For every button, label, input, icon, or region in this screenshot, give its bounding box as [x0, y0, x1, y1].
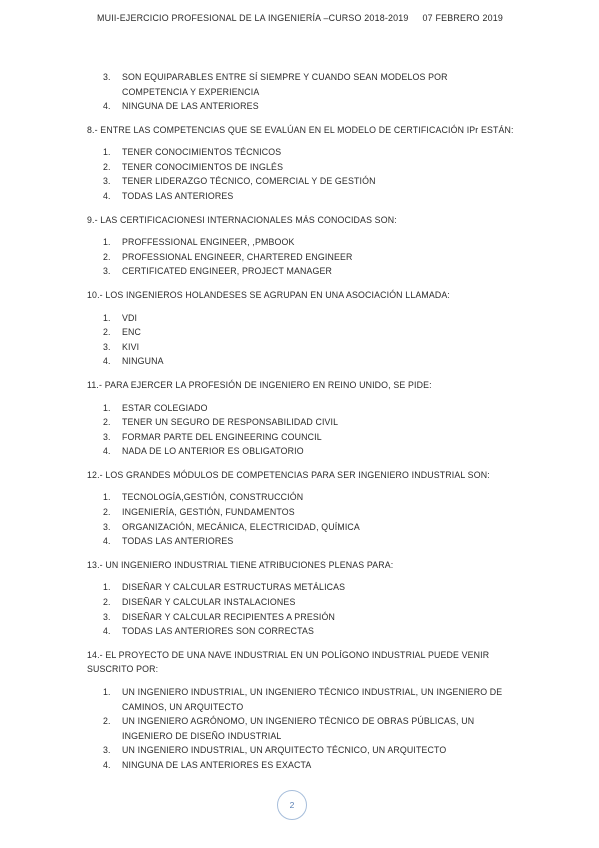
- option-text: NINGUNA: [122, 356, 164, 367]
- question-text: 11.- PARA EJERCER LA PROFESIÓN DE INGENIERO EN REINO UNIDO, SE PIDE:: [87, 379, 432, 390]
- option-item: [0, 580, 599, 595]
- option-text: TENER CONOCIMIENTOS DE INGLÉS: [122, 161, 284, 172]
- option-number: 2.: [103, 507, 111, 518]
- option-number: 4.: [103, 446, 111, 457]
- option-text: INGENIERÍA, GESTIÓN, FUNDAMENTOS: [122, 507, 295, 518]
- page-header: [97, 13, 503, 23]
- page-number: 2: [277, 790, 307, 820]
- option-number: 4.: [103, 356, 111, 367]
- option-item: [0, 520, 599, 535]
- option-number: 4.: [103, 626, 111, 637]
- option-text: DISEÑAR Y CALCULAR ESTRUCTURAS METÁLICAS: [122, 582, 346, 593]
- option-number: 1.: [103, 687, 111, 697]
- question-text: 9.- LAS CERTIFICACIONESI INTERNACIONALES MÁS CONOCIDAS SON:: [87, 214, 397, 225]
- question-text: 12.- LOS GRANDES MÓDULOS DE COMPETENCIAS PARA SER INGENIERO INDUSTRIAL SON:: [87, 469, 490, 480]
- option-item: [0, 160, 599, 175]
- option-number: 1.: [103, 492, 111, 503]
- option-text: ORGANIZACIÓN, MECÁNICA, ELECTRICIDAD, QUÍMICA: [122, 521, 360, 532]
- option-text: TODAS LAS ANTERIORES: [122, 536, 234, 547]
- option-number: 1.: [103, 147, 111, 158]
- option-item: [0, 444, 599, 459]
- option-text: TENER CONOCIMIENTOS TÉCNICOS: [122, 147, 282, 158]
- option-text: TODAS LAS ANTERIORES SON CORRECTAS: [122, 626, 314, 637]
- option-number: 3.: [103, 266, 111, 277]
- option-number: 4.: [103, 536, 111, 547]
- option-item: [0, 714, 599, 743]
- question-text: 14.- EL PROYECTO DE UNA NAVE INDUSTRIAL EN UN POLÍGONO INDUSTRIAL PUEDE VENIR SUSCRITO POR:: [87, 649, 490, 675]
- header-date: 07 FEBRERO 2019: [422, 13, 503, 23]
- option-number: 2.: [103, 716, 111, 726]
- option-text: PROFESSIONAL ENGINEER, CHARTERED ENGINEER: [122, 251, 353, 262]
- option-item: [0, 534, 599, 549]
- option-text: ESTAR COLEGIADO: [122, 402, 208, 413]
- option-number: 3.: [103, 176, 111, 187]
- option-text: FORMAR PARTE DEL ENGINEERING COUNCIL: [122, 431, 322, 442]
- option-text: DISEÑAR Y CALCULAR INSTALACIONES: [122, 597, 296, 608]
- option-number: 2.: [103, 327, 111, 338]
- option-number: 2.: [103, 417, 111, 428]
- option-item: [0, 250, 599, 265]
- option-text: PROFFESSIONAL ENGINEER, ,PMBOOK: [122, 237, 295, 248]
- option-item: [0, 311, 599, 326]
- option-text: VDI: [122, 312, 138, 323]
- option-text: KIVI: [122, 341, 140, 352]
- option-item: [0, 235, 599, 250]
- option-number: 2.: [103, 161, 111, 172]
- option-item: [0, 99, 599, 114]
- option-item: [0, 174, 599, 189]
- option-item: [0, 610, 599, 625]
- option-number: 1.: [103, 237, 111, 248]
- option-item: [0, 70, 599, 99]
- option-text: TODAS LAS ANTERIORES: [122, 190, 234, 201]
- option-text: TECNOLOGÍA,GESTIÓN, CONSTRUCCIÓN: [122, 492, 304, 503]
- option-number: 3.: [103, 611, 111, 622]
- option-number: 3.: [103, 341, 111, 352]
- option-item: [0, 264, 599, 279]
- option-number: 4.: [103, 759, 111, 770]
- option-text: UN INGENIERO INDUSTRIAL, UN ARQUITECTO TÉCNICO, UN ARQUITECTO: [122, 745, 447, 755]
- option-item: [0, 758, 599, 773]
- option-item: [0, 340, 599, 355]
- option-text: TENER UN SEGURO DE RESPONSABILIDAD CIVIL: [122, 417, 339, 428]
- option-item: [0, 624, 599, 639]
- option-text: CERTIFICATED ENGINEER, PROJECT MANAGER: [122, 266, 333, 277]
- option-item: [0, 430, 599, 445]
- option-number: 3.: [103, 431, 111, 442]
- option-number: 4.: [103, 190, 111, 201]
- option-item: [0, 145, 599, 160]
- option-text: NINGUNA DE LAS ANTERIORES ES EXACTA: [122, 759, 312, 770]
- option-number: 3.: [103, 72, 111, 82]
- option-text: UN INGENIERO INDUSTRIAL, UN INGENIERO TÉCNICO INDUSTRIAL, UN INGENIERO DE CAMINOS, UN ARQUITECTO: [122, 687, 503, 712]
- option-text: NADA DE LO ANTERIOR ES OBLIGATORIO: [122, 446, 304, 457]
- option-number: 2.: [103, 251, 111, 262]
- option-text: NINGUNA DE LAS ANTERIORES: [122, 101, 259, 111]
- option-number: 1.: [103, 312, 111, 323]
- option-item: [0, 189, 599, 204]
- option-text: UN INGENIERO AGRÓNOMO, UN INGENIERO TÉCNICO DE OBRAS PÚBLICAS, UN INGENIERO DE DISEÑO INDUSTRIAL: [122, 716, 475, 741]
- question-text: 13.- UN INGENIERO INDUSTRIAL TIENE ATRIBUCIONES PLENAS PARA:: [87, 559, 394, 570]
- option-number: 4.: [103, 101, 111, 111]
- option-item: [0, 505, 599, 520]
- header-title: MUII-EJERCICIO PROFESIONAL DE LA INGENIERÍA –CURSO 2018-2019: [97, 13, 409, 23]
- option-number: 1.: [103, 402, 111, 413]
- option-number: 2.: [103, 597, 111, 608]
- option-text: DISEÑAR Y CALCULAR RECIPIENTES A PRESIÓN: [122, 611, 335, 622]
- option-item: [0, 685, 599, 714]
- option-number: 3.: [103, 745, 111, 755]
- option-number: 3.: [103, 521, 111, 532]
- option-item: [0, 325, 599, 340]
- question-text: 8.- ENTRE LAS COMPETENCIAS QUE SE EVALÚAN EN EL MODELO DE CERTIFICACIÓN IPr ESTÁN:: [87, 124, 514, 135]
- option-item: [0, 415, 599, 430]
- option-text: SON EQUIPARABLES ENTRE SÍ SIEMPRE Y CUANDO SEAN MODELOS POR COMPETENCIA Y EXPERIENCIA: [122, 72, 448, 97]
- option-text: ENC: [122, 327, 142, 338]
- option-item: [0, 401, 599, 416]
- option-item: [0, 490, 599, 505]
- option-text: TENER LIDERAZGO TÉCNICO, COMERCIAL Y DE GESTIÓN: [122, 176, 376, 187]
- option-item: [0, 743, 599, 758]
- question-text: 10.- LOS INGENIEROS HOLANDESES SE AGRUPAN EN UNA ASOCIACIÓN LLAMADA:: [87, 289, 450, 300]
- option-item: [0, 354, 599, 369]
- option-number: 1.: [103, 582, 111, 593]
- document-body: [0, 70, 599, 772]
- option-item: [0, 595, 599, 610]
